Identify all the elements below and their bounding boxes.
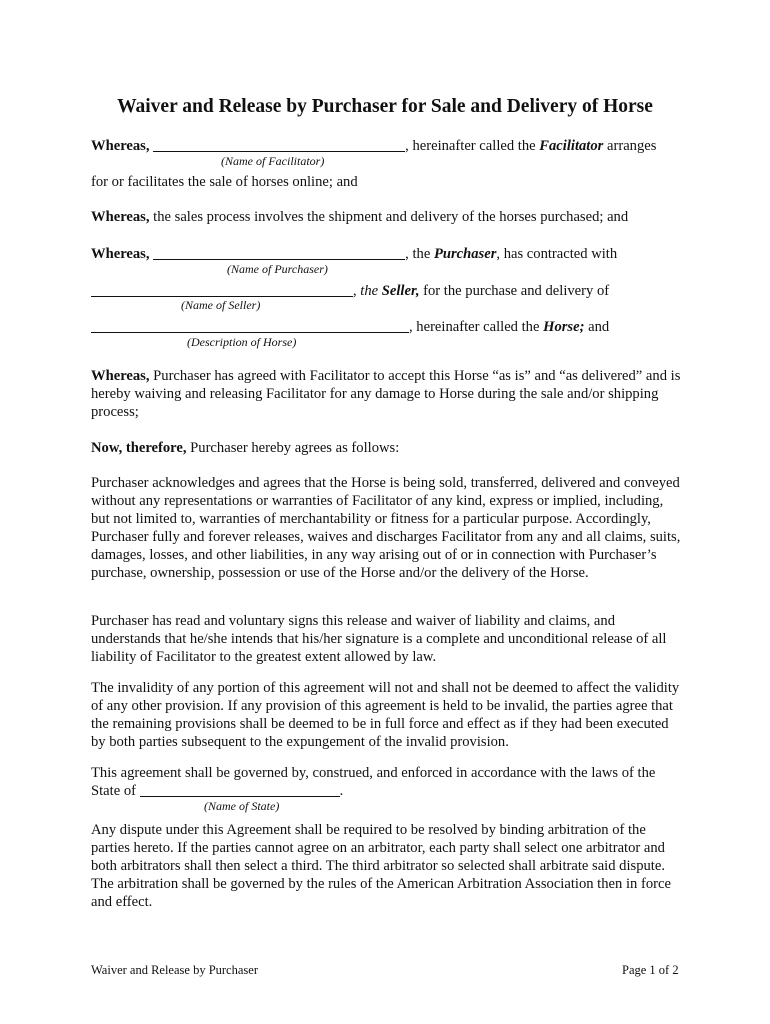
sales-process-text: the sales process involves the shipment and delivery of the horses purchased; and xyxy=(149,209,629,225)
horse-tail: and xyxy=(584,319,610,335)
whereas-as-is-paragraph xyxy=(91,367,683,421)
seller-the: the xyxy=(360,283,382,299)
purchaser-role: Purchaser xyxy=(433,246,497,262)
whereas-sales-process xyxy=(91,208,628,226)
now-therefore-text: Purchaser hereby agrees as follows: xyxy=(186,440,400,456)
now-therefore-label: Now, therefore, xyxy=(91,440,187,456)
horse-role: Horse; xyxy=(543,319,585,335)
whereas-facilitator-line xyxy=(91,136,656,155)
voluntary-signing-paragraph: Purchaser has read and voluntary signs this release and waiver of liability and claims, and understands that he/she intends that his/her signature is a complete and unconditional release of all liability of Facilitator to the greatest extent allowed by law. xyxy=(91,613,667,665)
seller-caption: (Name of Seller) xyxy=(181,298,261,312)
purchaser-text: , the xyxy=(405,246,434,262)
facilitator-tail: arranges xyxy=(603,138,657,154)
facilitator-continuation: for or facilitates the sale of horses online; and xyxy=(91,174,358,190)
arbitration-paragraph: Any dispute under this Agreement shall be required to be resolved by binding arbitration of the parties hereto. If the parties cannot agree on an arbitrator, each party shall select one arbitrator and both arbitrators shall then select a third. The third arbitrator so selected shall arbitrate said dispute. The arbitration shall be governed by the rules of the American Arbitration Association then in force and effect. xyxy=(91,822,671,910)
governing-law-line: This agreement shall be governed by, construed, and enforced in accordance with the laws of the xyxy=(91,765,656,781)
whereas-label: Whereas, xyxy=(91,368,150,384)
seller-pre: , xyxy=(353,283,361,299)
severability-paragraph: The invalidity of any portion of this agreement will not and shall not be deemed to affect the validity of any other provision. If any provision of this agreement is held to be invalid, the parties agree that the remaining provisions shall be deemed to be in full force and effect as if they had been executed by both parties subsequent to the expungement of the invalid provision. xyxy=(91,680,680,750)
state-caption: (Name of State) xyxy=(204,799,280,813)
state-name-blank[interactable] xyxy=(140,783,340,797)
whereas-label: Whereas, xyxy=(91,246,150,262)
facilitator-text: , hereinafter called the xyxy=(405,138,540,154)
state-line xyxy=(91,781,343,800)
now-therefore-line xyxy=(91,439,399,457)
as-is-text: Purchaser has agreed with Facilitator to accept this Horse “as is” and “as delivered” and is hereby waiving and releasing Facilitator for any damage to Horse during the sale and/or shipping process; xyxy=(91,368,681,420)
facilitator-caption: (Name of Facilitator) xyxy=(221,154,325,168)
state-post: . xyxy=(339,783,344,799)
footer-title: Waiver and Release by Purchaser xyxy=(91,963,258,977)
seller-name-blank[interactable] xyxy=(91,283,353,297)
horse-description-blank[interactable] xyxy=(91,319,409,333)
seller-role: Seller, xyxy=(381,283,420,299)
seller-tail: for the purchase and delivery of xyxy=(419,283,610,299)
horse-line xyxy=(91,317,609,336)
whereas-label: Whereas, xyxy=(91,138,150,154)
purchaser-caption: (Name of Purchaser) xyxy=(227,262,328,276)
acknowledgement-paragraph: Purchaser acknowledges and agrees that the Horse is being sold, transferred, delivered and conveyed without any representations or warranties of Facilitator of any kind, express or implied, including, but not limited to, warranties of merchantability or fitness for a particular purpose. Accordingly, Purchaser fully and forever releases, waives and discharges Facilitator from any and all claims, suits, damages, losses, and other liabilities, in any way arising out of or in connection with Purchaser’s purchase, ownership, possession or use of the Horse and/or the delivery of the Horse. xyxy=(91,475,681,581)
whereas-label: Whereas, xyxy=(91,209,150,225)
page-number: Page 1 of 2 xyxy=(622,963,679,977)
whereas-purchaser-line xyxy=(91,244,617,263)
seller-line xyxy=(91,281,609,300)
horse-caption: (Description of Horse) xyxy=(187,335,297,349)
horse-pre: , hereinafter called the xyxy=(409,319,544,335)
purchaser-tail: , has contracted with xyxy=(496,246,618,262)
document-title: Waiver and Release by Purchaser for Sale and Delivery of Horse xyxy=(117,96,653,117)
state-pre: State of xyxy=(91,783,140,799)
facilitator-name-blank[interactable] xyxy=(153,138,405,152)
facilitator-role: Facilitator xyxy=(539,138,604,154)
purchaser-name-blank[interactable] xyxy=(153,246,405,260)
